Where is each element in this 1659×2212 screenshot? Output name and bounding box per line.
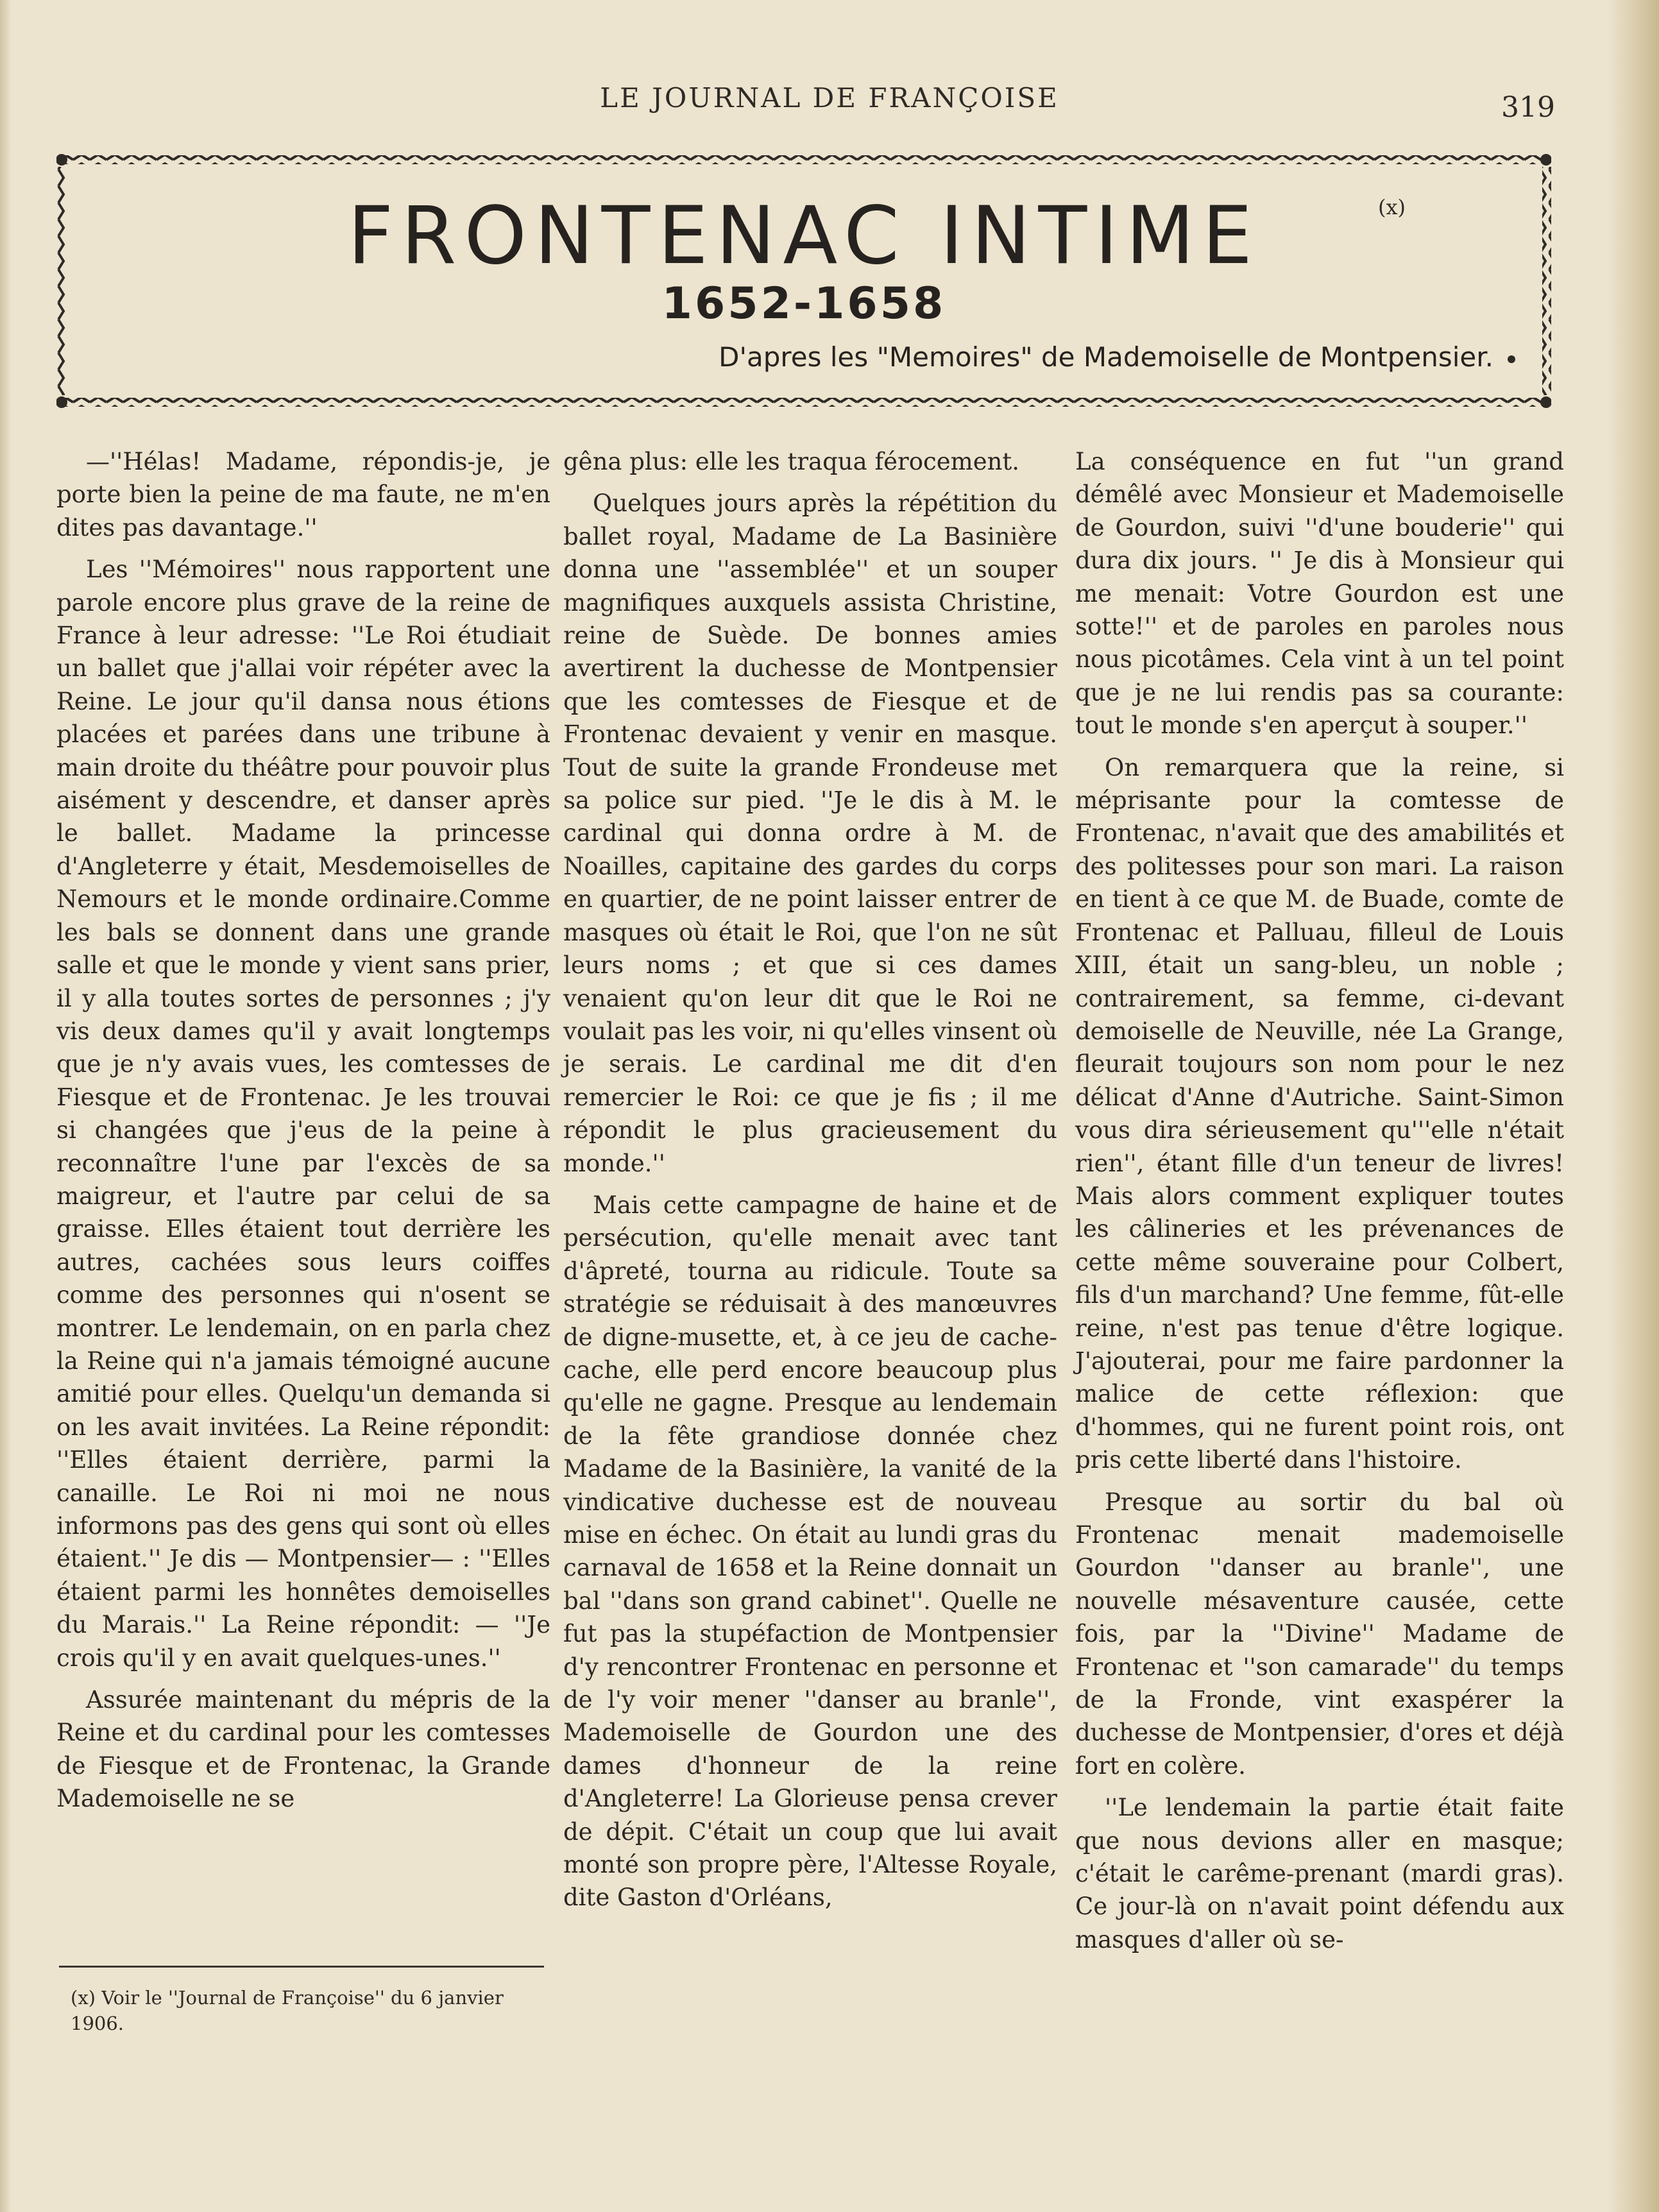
footnote-rule [59, 1966, 544, 1968]
paragraph: Quelques jours après la répétition du ballet royal, Madame de La Basinière donna une ''assemblée'' et un souper magnifiques auxquels assista Christine, reine de Suède. De bonnes amies avertirent la duchesse de Montpensier que les comtesses de Fiesque et de Frontenac devaient y venir en masque. Tout de suite la grande Frondeuse met sa police sur pied. ''Je le dis à M. le cardinal qui donna ordre à M. de Noailles, capitaine des gardes du corps en quartier, de ne point laisser entrer de masques où était le Roi, que l'on ne sût leurs noms ; et que si ces dames venaient qu'on leur dit que le Roi ne voulait pas les voir, ni qu'elles vinsent où je serais. Le cardinal me dit d'en remercier le Roi: ce que je fis ; il me répondit le plus gracieusement du monde.'' [563, 489, 1057, 1177]
ornament-dot [1508, 355, 1515, 363]
paragraph: ''Le lendemain la partie était faite que nous devions aller en masque; c'était le carême-prenant (mardi gras). Ce jour-là on n'avait point défendu aux masques d'aller où se- [1075, 1794, 1564, 1953]
paragraph: On remarquera que la reine, si méprisante pour la comtesse de Frontenac, n'avait que des amabilités et des politesses pour son mari. La raison en tient à ce que M. de Buade, comte de Frontenac et Palluau, filleul de Louis XIII, était un sang-bleu, un noble ; contrairement, sa femme, ci-devant demoiselle de Neuville, née La Grange, fleurait toujours son nom pour le nez délicat d'Anne d'Autriche. Saint-Simon vous dira sérieusement qu'''elle n'était rien'', étant fille d'un teneur de livres! Mais alors comment expliquer toutes les câlineries et les prévenances de cette même souveraine pour Colbert, fils d'un marchand? Une femme, fût-elle reine, n'est pas tenue d'être logique. J'ajouterai, pour me faire pardonner la malice de cette réflexion: que d'hommes, qui ne furent point rois, ont pris cette liberté dans l'histoire. [1075, 753, 1564, 1474]
paragraph: gêna plus: elle les traqua férocement. [563, 448, 1020, 475]
paragraph: Mais cette campagne de haine et de persécution, qu'elle menait avec tant d'âpreté, tourna au ridicule. Toute sa stratégie se réduisait à des manœuvres de digne-musette, et, à ce jeu de cache-cache, elle perd encore beaucoup plus qu'elle ne gagne. Presque au lendemain de la fête grandiose donnée chez Madame de la Basinière, la vanité de la vindicative duchesse est de nouveau mise en échec. On était au lundi gras du carnaval de 1658 et la Reine donnait un bal ''dans son grand cabinet''. Quelle ne fut pas la stupéfaction de Montpensier d'y rencontrer Frontenac en personne et de l'y voir mener ''danser au branle'', Mademoiselle de Gourdon une des dames d'honneur de la reine d'Angleterre! La Glorieuse pensa crever de dépit. C'était un coup que lui avait monté son propre père, l'Altesse Royale, dite Gaston d'Orléans, [563, 1191, 1057, 1912]
article-title: FRONTENAC INTIME [347, 190, 1261, 282]
paragraph: La conséquence en fut ''un grand démêlé avec Monsieur et Mademoiselle de Gourdon, suivi ''d'une bouderie'' qui dura dix jours. '' Je dis à Monsieur qui me menait: Votre Gourdon est une sotte!'' et de paroles en paroles nous nous picotâmes. Cela vint à un tel point que je ne lui rendis pas sa courante: tout le monde s'en aperçut à souper.'' [1075, 448, 1564, 740]
page-right-edge [1608, 0, 1659, 2212]
column-left [56, 445, 550, 1825]
paragraph: Assurée maintenant du mépris de la Reine et du cardinal pour les comtesses de Fiesque et de Frontenac, la Grande Mademoiselle ne se [56, 1686, 550, 1813]
paragraph: Presque au sortir du bal où Frontenac menait mademoiselle Gourdon ''danser au branle'', une nouvelle mésaventure causée, cette fois, par la ''Divine'' Madame de Frontenac et ''son camarade'' du temps de la Fronde, vint exaspérer la duchesse de Montpensier, d'ores et déjà fort en colère. [1075, 1488, 1564, 1780]
title-footnote-marker: (x) [1378, 195, 1406, 219]
page-left-edge [0, 0, 12, 2212]
article-source: D'apres les "Memoires" de Mademoiselle de Montpensier. [719, 341, 1493, 373]
border-top [64, 155, 1544, 164]
column-middle [563, 445, 1057, 1923]
page-number: 319 [1501, 91, 1555, 124]
article-years: 1652-1658 [661, 278, 946, 329]
footnote: (x) Voir le ''Journal de Françoise'' du 6 janvier 1906. [71, 1987, 504, 2034]
border-bottom [64, 398, 1544, 407]
column-right [1075, 445, 1564, 1965]
title-box [56, 153, 1551, 409]
paragraph: —''Hélas! Madame, répondis-je, je porte bien la peine de ma faute, ne m'en dites pas davantage.'' [56, 448, 550, 541]
paragraph: Les ''Mémoires'' nous rapportent une parole encore plus grave de la reine de France à leur adresse: ''Le Roi étudiait un ballet que j'allai voir répéter avec la Reine. Le jour qu'il dansa nous étions placées et parées dans une tribune à main droite du théâtre pour pouvoir plus aisément y descendre, et danser après le ballet. Madame la princesse d'Angleterre y était, Mesdemoiselles de Nemours et le monde ordinaire.Comme les bals se donnent dans une grande salle et que le monde y vient sans prier, il y alla toutes sortes de personnes ; j'y vis deux dames qu'il y avait longtemps que je n'y avais vues, les comtesses de Fiesque et de Frontenac. Je les trouvai si changées que j'eus de la peine à reconnaître l'une par l'excès de sa maigreur, et l'autre par celui de sa graisse. Elles étaient tout derrière les autres, cachées sous leurs coiffes comme des personnes qui n'osent se montrer. Le lendemain, on en parla chez la Reine qui n'a jamais témoigné aucune amitié pour elles. Quelqu'un demanda si on les avait invitées. La Reine répondit: ''Elles étaient derrière, parmi la canaille. Le Roi ni moi ne nous informons pas des gens qui sont où elles étaient.'' Je dis — Montpensier— : ''Elles étaient parmi les honnêtes demoiselles du Marais.'' La Reine répondit: — ''Je crois qu'il y en avait quelques-unes.'' [56, 556, 550, 1672]
running-head: LE JOURNAL DE FRANÇOISE [600, 82, 1059, 114]
